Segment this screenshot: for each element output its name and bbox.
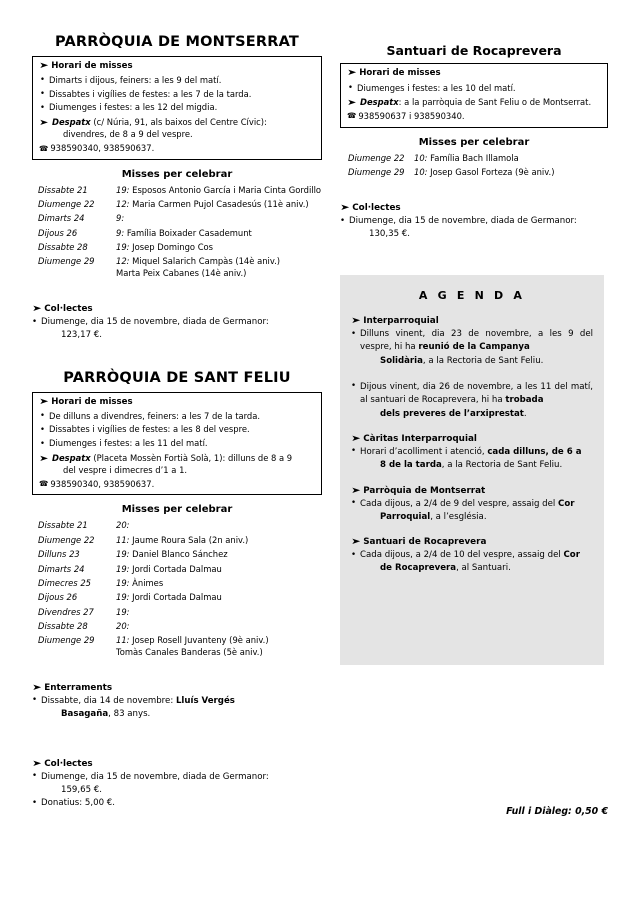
phone-line-montserrat bbox=[39, 142, 315, 155]
mass-detail bbox=[116, 213, 322, 227]
schedule-heading-sant-feliu bbox=[39, 397, 315, 407]
collectes-list-montserrat bbox=[32, 316, 322, 342]
schedule-heading-label: Horari de misses bbox=[51, 60, 133, 71]
table-row bbox=[32, 607, 322, 621]
agenda-group-montserrat bbox=[351, 486, 593, 525]
table-row bbox=[32, 213, 322, 227]
collectes-amount: 123,17 €. bbox=[61, 329, 103, 340]
collectes-heading-label: Col·lectes bbox=[352, 203, 401, 214]
agenda-group-label: Càritas Interparroquial bbox=[363, 433, 477, 444]
mass-detail bbox=[116, 242, 322, 256]
list-item bbox=[351, 498, 593, 525]
list-item: • Diumenges i festes: a les 11 del matí. bbox=[39, 437, 315, 451]
agenda-items bbox=[351, 549, 593, 576]
table-row bbox=[32, 564, 322, 578]
mass-detail bbox=[414, 167, 608, 181]
table-row bbox=[32, 199, 322, 213]
phone-numbers: 938590637 i 938590340. bbox=[358, 110, 465, 121]
agenda-text-bold: Cor bbox=[563, 550, 580, 561]
agenda-text: Cada dijous, a 2/4 de 9 del vespre, assaig del bbox=[360, 498, 559, 509]
left-column bbox=[32, 34, 322, 811]
table-row bbox=[32, 592, 322, 606]
agenda-group-heading bbox=[351, 537, 593, 547]
despatx-label: Despatx bbox=[360, 97, 399, 108]
page-title-montserrat: PARRÒQUIA DE MONTSERRAT bbox=[55, 34, 299, 50]
agenda-text-bold: Cor bbox=[558, 498, 575, 509]
phone-icon: ☎ bbox=[347, 111, 357, 121]
agenda-text-line2 bbox=[360, 459, 593, 472]
agenda-text-bold-continued: dels preveres de l’arxiprestat bbox=[380, 408, 524, 419]
list-item bbox=[351, 328, 593, 368]
section-collectes-sant-feliu bbox=[32, 759, 322, 811]
collectes-heading-label: Col·lectes bbox=[44, 304, 93, 315]
agenda-text-tail: , al Santuari. bbox=[456, 563, 511, 574]
agenda-text-line2 bbox=[360, 355, 593, 368]
arrow-bullet-icon: ➤ bbox=[347, 68, 357, 79]
collectes-text: Diumenge, dia 15 de novembre, diada de Germanor: bbox=[41, 771, 269, 782]
footer-price-note: Full i Diàleg: 0,50 € bbox=[506, 806, 608, 817]
collectes-heading-label: Col·lectes bbox=[44, 758, 93, 769]
phone-icon: ☎ bbox=[39, 143, 49, 153]
despatx-label: Despatx bbox=[52, 116, 91, 127]
despatx-text: (c/ Núria, 91, als baixos del Centre Cívic): bbox=[93, 116, 267, 127]
agenda-group-rocaprevera bbox=[351, 537, 593, 576]
despatx-sant-feliu bbox=[39, 452, 315, 477]
mass-detail bbox=[414, 153, 608, 167]
collectes-list-sant-feliu bbox=[32, 771, 322, 811]
mass-detail bbox=[116, 199, 322, 213]
enterrament-age: , 83 anys. bbox=[108, 708, 151, 719]
agenda-items bbox=[351, 446, 593, 473]
arrow-bullet-icon: ➤ bbox=[347, 97, 357, 108]
mass-detail bbox=[116, 578, 322, 592]
mass-day: Dimarts 24 bbox=[38, 213, 85, 224]
schedule-box-rocaprevera bbox=[340, 63, 608, 127]
mass-detail bbox=[116, 256, 322, 282]
despatx-label: Despatx bbox=[52, 452, 91, 463]
mass-intention: Família Bach Illamola bbox=[430, 152, 519, 163]
agenda-items bbox=[351, 498, 593, 525]
mass-day: Dilluns 23 bbox=[38, 549, 80, 560]
section-santuari-rocaprevera bbox=[340, 44, 608, 241]
arrow-bullet-icon: ➤ bbox=[32, 758, 42, 769]
table-row bbox=[32, 621, 322, 635]
mass-day: Diumenge 22 bbox=[38, 534, 95, 545]
schedule-list-sant-feliu bbox=[39, 410, 315, 451]
page-title-rocaprevera: Santuari de Rocaprevera bbox=[386, 43, 562, 58]
table-row bbox=[32, 535, 322, 549]
mass-day: Diumenge 22 bbox=[38, 198, 95, 209]
table-row bbox=[32, 549, 322, 563]
mass-intention: Jordi Cortada Dalmau bbox=[132, 563, 222, 574]
list-item: • Dimarts i dijous, feiners: a les 9 del matí. bbox=[39, 74, 315, 88]
phone-numbers: 938590340, 938590637. bbox=[50, 478, 155, 489]
agenda-group-heading bbox=[351, 316, 593, 326]
mass-detail bbox=[116, 185, 322, 199]
agenda-text: Cada dijous, a 2/4 de 10 del vespre, assaig del bbox=[360, 550, 564, 561]
mass-day: Diumenge 22 bbox=[348, 152, 405, 163]
mass-hour: 12: bbox=[116, 198, 130, 209]
enterrament-name-line2 bbox=[41, 708, 322, 721]
agenda-group-label: Parròquia de Montserrat bbox=[363, 485, 486, 496]
mass-intention: Maria Carmen Pujol Casadesús (11è bbox=[132, 198, 284, 209]
agenda-text-tail: . bbox=[523, 408, 527, 419]
arrow-bullet-icon: ➤ bbox=[351, 485, 361, 496]
agenda-text-bold-continued: de Rocaprevera bbox=[380, 563, 457, 574]
mass-hour: 11: bbox=[116, 635, 130, 646]
enterraments-heading-label: Enterraments bbox=[44, 682, 113, 693]
mass-hour: 19: bbox=[116, 577, 130, 588]
agenda-panel bbox=[340, 275, 604, 665]
schedule-list-rocaprevera bbox=[347, 82, 601, 96]
section-collectes-montserrat bbox=[32, 304, 322, 342]
schedule-heading-rocaprevera bbox=[347, 68, 601, 78]
agenda-group-heading bbox=[351, 486, 593, 496]
mass-day: Dijous 26 bbox=[38, 227, 78, 238]
despatx-text-continued: del vespre i dimecres d’1 a 1. bbox=[63, 465, 188, 476]
mass-hour: 19: bbox=[116, 606, 130, 617]
arrow-bullet-icon: ➤ bbox=[39, 116, 49, 127]
arrow-bullet-icon: ➤ bbox=[39, 60, 49, 71]
arrow-bullet-icon: ➤ bbox=[39, 452, 49, 463]
mass-day: Dimarts 24 bbox=[38, 563, 85, 574]
masses-table-rocaprevera bbox=[340, 153, 608, 182]
list-item: • Diumenges i festes: a les 10 del matí. bbox=[347, 82, 601, 96]
table-row bbox=[32, 228, 322, 242]
mass-hour: 19: bbox=[116, 549, 130, 560]
mass-hour: 19: bbox=[116, 592, 130, 603]
agenda-text-tail: , a la Rectoria de Sant Feliu. bbox=[441, 460, 563, 471]
phone-icon: ☎ bbox=[39, 479, 49, 489]
list-item: • Donatius: 5,00 €. bbox=[32, 797, 322, 810]
agenda-items bbox=[351, 328, 593, 421]
arrow-bullet-icon: ➤ bbox=[39, 396, 49, 407]
collectes-text: Diumenge, dia 15 de novembre, diada de Germanor: bbox=[41, 317, 269, 328]
mass-intention: Ànimes bbox=[132, 577, 164, 588]
mass-intention: Josep Gasol Forteza (9è aniv.) bbox=[430, 166, 555, 177]
list-item bbox=[32, 771, 322, 797]
schedule-heading-label: Horari de misses bbox=[51, 396, 133, 407]
mass-intention: Família Boixader Casademunt bbox=[126, 227, 252, 238]
mass-day: Dissabte 21 bbox=[38, 184, 88, 195]
arrow-bullet-icon: ➤ bbox=[32, 682, 42, 693]
schedule-heading-label: Horari de misses bbox=[359, 68, 441, 79]
collectes-heading-rocaprevera bbox=[340, 203, 608, 213]
mass-detail bbox=[116, 607, 322, 621]
arrow-bullet-icon: ➤ bbox=[351, 433, 361, 444]
list-item bbox=[351, 549, 593, 576]
mass-hour: 19: bbox=[116, 242, 130, 253]
table-row bbox=[32, 256, 322, 282]
list-item: • De dilluns a divendres, feiners: a les 7 de la tarda. bbox=[39, 410, 315, 424]
table-row bbox=[32, 185, 322, 199]
schedule-box-sant-feliu bbox=[32, 392, 322, 496]
mass-intention: Miquel Salarich Campàs (14è aniv.) bbox=[132, 256, 281, 267]
mass-hour: 19: bbox=[116, 184, 130, 195]
agenda-text: Dilluns vinent, dia 23 de novembre, a les 9 del vespre, hi ha bbox=[360, 329, 593, 353]
enterraments-list bbox=[32, 695, 322, 721]
agenda-title: A G E N D A bbox=[418, 289, 526, 302]
mass-intention-continued: Marta Peix Cabanes (14è aniv.) bbox=[116, 267, 247, 278]
table-row bbox=[340, 153, 608, 167]
schedule-heading-montserrat bbox=[39, 61, 315, 71]
agenda-group-label: Santuari de Rocaprevera bbox=[363, 537, 487, 548]
collectes-text: Diumenge, dia 15 de novembre, diada de Germanor: bbox=[349, 216, 577, 227]
agenda-text-bold: trobada bbox=[505, 395, 544, 406]
arrow-bullet-icon: ➤ bbox=[351, 316, 361, 326]
masses-table-montserrat bbox=[32, 185, 322, 282]
mass-day: Diumenge 29 bbox=[38, 256, 95, 267]
despatx-rocaprevera bbox=[347, 96, 601, 109]
mass-day: Dissabte 28 bbox=[38, 242, 88, 253]
section-parroquia-sant-feliu bbox=[32, 370, 322, 811]
phone-line-rocaprevera bbox=[347, 110, 601, 123]
schedule-list-montserrat bbox=[39, 74, 315, 115]
mass-intention: Josep Rosell Juvanteny (9è aniv.) bbox=[132, 635, 269, 646]
mass-day: Diumenge 29 bbox=[38, 635, 95, 646]
mass-intention-continued: aniv.) bbox=[285, 198, 309, 209]
masses-title-rocaprevera: Misses per celebrar bbox=[418, 136, 530, 148]
mass-hour: 20: bbox=[116, 520, 130, 531]
mass-day: Diumenge 29 bbox=[348, 166, 405, 177]
mass-intention-continued: Tomàs Canales Banderas (5è aniv.) bbox=[116, 646, 263, 657]
agenda-text: Dijous vinent, dia 26 de novembre, a les 11 del matí, al santuari de Rocaprevera, hi ha bbox=[360, 381, 593, 406]
agenda-group-interparroquial bbox=[351, 316, 593, 421]
mass-hour: 12: bbox=[116, 256, 130, 267]
agenda-group-label: Interparroquial bbox=[363, 316, 439, 326]
agenda-text-bold-continued: Solidària bbox=[380, 355, 423, 366]
despatx-montserrat bbox=[39, 116, 315, 141]
agenda-text: Horari d’acolliment i atenció, bbox=[360, 446, 488, 457]
agenda-text-bold: reunió de la Campanya bbox=[418, 342, 530, 353]
mass-intention: Esposos Antonio García i Maria Cinta bbox=[132, 184, 287, 195]
list-item bbox=[32, 316, 322, 342]
list-item bbox=[351, 446, 593, 473]
list-item bbox=[340, 215, 608, 241]
table-row bbox=[32, 242, 322, 256]
mass-detail bbox=[116, 549, 322, 563]
agenda-text-line2 bbox=[360, 408, 593, 421]
despatx-text: : a la parròquia de Sant Feliu o de Montserrat. bbox=[398, 97, 592, 108]
agenda-text-line2 bbox=[360, 511, 593, 524]
mass-detail bbox=[116, 592, 322, 606]
mass-hour: 9: bbox=[116, 213, 125, 224]
enterrament-date: Dissabte, dia 14 de novembre: bbox=[41, 695, 176, 706]
mass-day: Dissabte 28 bbox=[38, 620, 88, 631]
agenda-text-bold-continued: Parroquial bbox=[380, 511, 431, 522]
mass-hour: 11: bbox=[116, 534, 130, 545]
agenda-text-line2 bbox=[360, 562, 593, 575]
mass-intention: Josep Domingo Cos bbox=[132, 242, 214, 253]
mass-detail bbox=[116, 228, 322, 242]
mass-intention: Daniel Blanco Sánchez bbox=[132, 549, 228, 560]
collectes-amount: 159,65 €. bbox=[61, 784, 103, 795]
table-row bbox=[32, 520, 322, 534]
mass-day: Dimecres 25 bbox=[38, 577, 91, 588]
phone-numbers: 938590340, 938590637. bbox=[50, 143, 155, 154]
collectes-list-rocaprevera bbox=[340, 215, 608, 241]
arrow-bullet-icon: ➤ bbox=[340, 203, 350, 214]
mass-day: Dissabte 21 bbox=[38, 520, 88, 531]
enterrament-name: Lluís Vergés bbox=[175, 695, 235, 706]
mass-detail bbox=[116, 535, 322, 549]
agenda-group-heading bbox=[351, 434, 593, 444]
masses-title-sant-feliu: Misses per celebrar bbox=[121, 504, 233, 516]
mass-intention-continued: Gordillo bbox=[288, 184, 322, 195]
collectes-amount: 130,35 €. bbox=[369, 229, 411, 240]
mass-intention: Jaume Roura Sala (2n aniv.) bbox=[132, 534, 249, 545]
masses-title-montserrat: Misses per celebrar bbox=[121, 168, 233, 180]
mass-detail bbox=[116, 621, 322, 635]
mass-hour: 20: bbox=[116, 620, 130, 631]
collectes-heading-sant-feliu bbox=[32, 759, 322, 769]
agenda-text-tail: , a l’església. bbox=[430, 511, 487, 522]
despatx-text-continued: divendres, de 8 a 9 del vespre. bbox=[63, 129, 193, 140]
mass-day: Divendres 27 bbox=[38, 606, 94, 617]
mass-hour: 9: bbox=[116, 227, 125, 238]
agenda-text-bold-continued: 8 de la tarda bbox=[380, 460, 442, 471]
section-parroquia-montserrat bbox=[32, 34, 322, 342]
table-row bbox=[32, 578, 322, 592]
despatx-text: (Placeta Mossèn Fortià Solà, 1): dilluns de 8 a 9 bbox=[93, 452, 293, 463]
enterraments-heading bbox=[32, 683, 322, 693]
list-item bbox=[351, 381, 593, 421]
mass-detail bbox=[116, 564, 322, 578]
agenda-text-tail: , a la Rectoria de Sant Feliu. bbox=[422, 355, 544, 366]
collectes-heading-montserrat bbox=[32, 304, 322, 314]
mass-intention: Jordi Cortada Dalmau bbox=[132, 592, 222, 603]
list-item bbox=[32, 695, 322, 721]
arrow-bullet-icon: ➤ bbox=[351, 537, 361, 548]
table-row bbox=[340, 167, 608, 181]
page-title-sant-feliu: PARRÒQUIA DE SANT FELIU bbox=[63, 369, 291, 386]
enterrament-name-continued: Basagaña bbox=[61, 708, 109, 719]
masses-table-sant-feliu bbox=[32, 520, 322, 660]
list-item: • Diumenges i festes: a les 12 del migdia. bbox=[39, 101, 315, 115]
section-collectes-rocaprevera bbox=[340, 203, 608, 241]
mass-detail bbox=[116, 520, 322, 534]
mass-hour: 19: bbox=[116, 563, 130, 574]
table-row bbox=[32, 635, 322, 661]
mass-day: Dijous 26 bbox=[38, 592, 78, 603]
arrow-bullet-icon: ➤ bbox=[32, 304, 42, 315]
phone-line-sant-feliu bbox=[39, 478, 315, 491]
schedule-box-montserrat bbox=[32, 56, 322, 160]
right-column bbox=[340, 44, 608, 242]
mass-detail bbox=[116, 635, 322, 661]
section-enterraments bbox=[32, 683, 322, 721]
list-item: • Dissabtes i vigílies de festes: a les 8 del vespre. bbox=[39, 423, 315, 437]
agenda-text-bold: cada dilluns, de 6 a bbox=[487, 446, 582, 457]
list-item: • Dissabtes i vigílies de festes: a les 7 de la tarda. bbox=[39, 88, 315, 102]
agenda-group-caritas bbox=[351, 434, 593, 473]
mass-hour: 10: bbox=[414, 166, 428, 177]
mass-hour: 10: bbox=[414, 152, 428, 163]
